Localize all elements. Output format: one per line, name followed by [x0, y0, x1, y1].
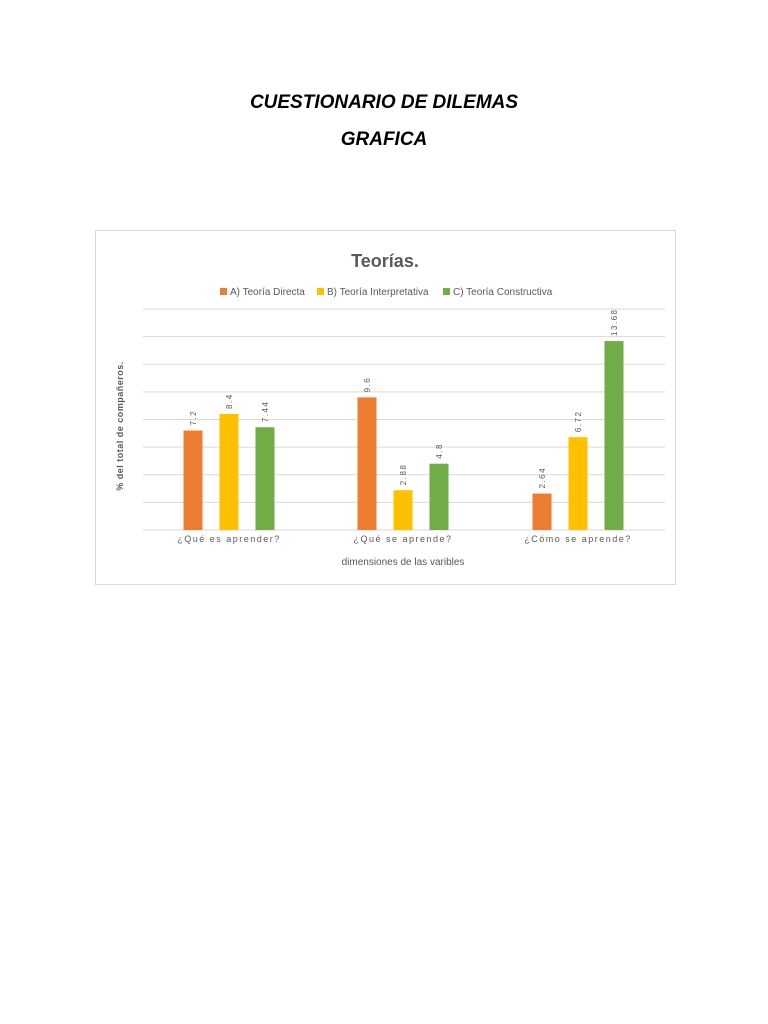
data-label: 2.64: [538, 466, 547, 489]
data-label: 8.4: [225, 393, 234, 409]
chart-bars: [184, 341, 624, 530]
bar: [256, 427, 275, 530]
chart-title: Teorías.: [351, 251, 419, 271]
document-title: CUESTIONARIO DE DILEMAS: [249, 92, 519, 113]
bar: [605, 341, 624, 530]
data-label: 13.68: [610, 308, 619, 337]
chart-area: [95, 230, 676, 585]
bar: [394, 490, 413, 530]
data-label: 7.2: [189, 409, 198, 426]
bar: [358, 397, 377, 530]
chart-x-tick-labels: [177, 534, 632, 544]
data-label: 4.8: [435, 443, 444, 459]
data-label: 2.88: [399, 463, 408, 486]
legend-label: B) Teoría Interpretativa: [327, 287, 429, 298]
bar: [220, 414, 239, 530]
bar: [184, 431, 203, 530]
legend-swatch: [220, 288, 227, 295]
bar: [533, 494, 552, 530]
x-tick-label: ¿Cómo se aprende?: [524, 534, 632, 544]
bar: [430, 464, 449, 530]
x-axis-label: dimensiones de las varibles: [341, 557, 465, 568]
legend-swatch: [443, 288, 450, 295]
bar-chart: [96, 231, 675, 584]
x-tick-label: ¿Qué se aprende?: [353, 534, 453, 544]
data-label: 9.6: [363, 376, 372, 393]
bar: [569, 437, 588, 530]
chart-legend: [220, 287, 553, 298]
legend-label: C) Teoría Constructiva: [453, 287, 553, 298]
data-label: 6.72: [574, 410, 583, 433]
legend-swatch: [317, 288, 324, 295]
legend-label: A) Teoría Directa: [230, 287, 305, 298]
chart-data-labels: [189, 309, 619, 489]
y-axis-label: % del total de compañeros.: [115, 361, 125, 491]
document-subtitle: GRAFICA: [340, 129, 428, 150]
x-tick-label: ¿Qué es aprender?: [177, 534, 281, 544]
data-label: 7.44: [261, 400, 270, 423]
